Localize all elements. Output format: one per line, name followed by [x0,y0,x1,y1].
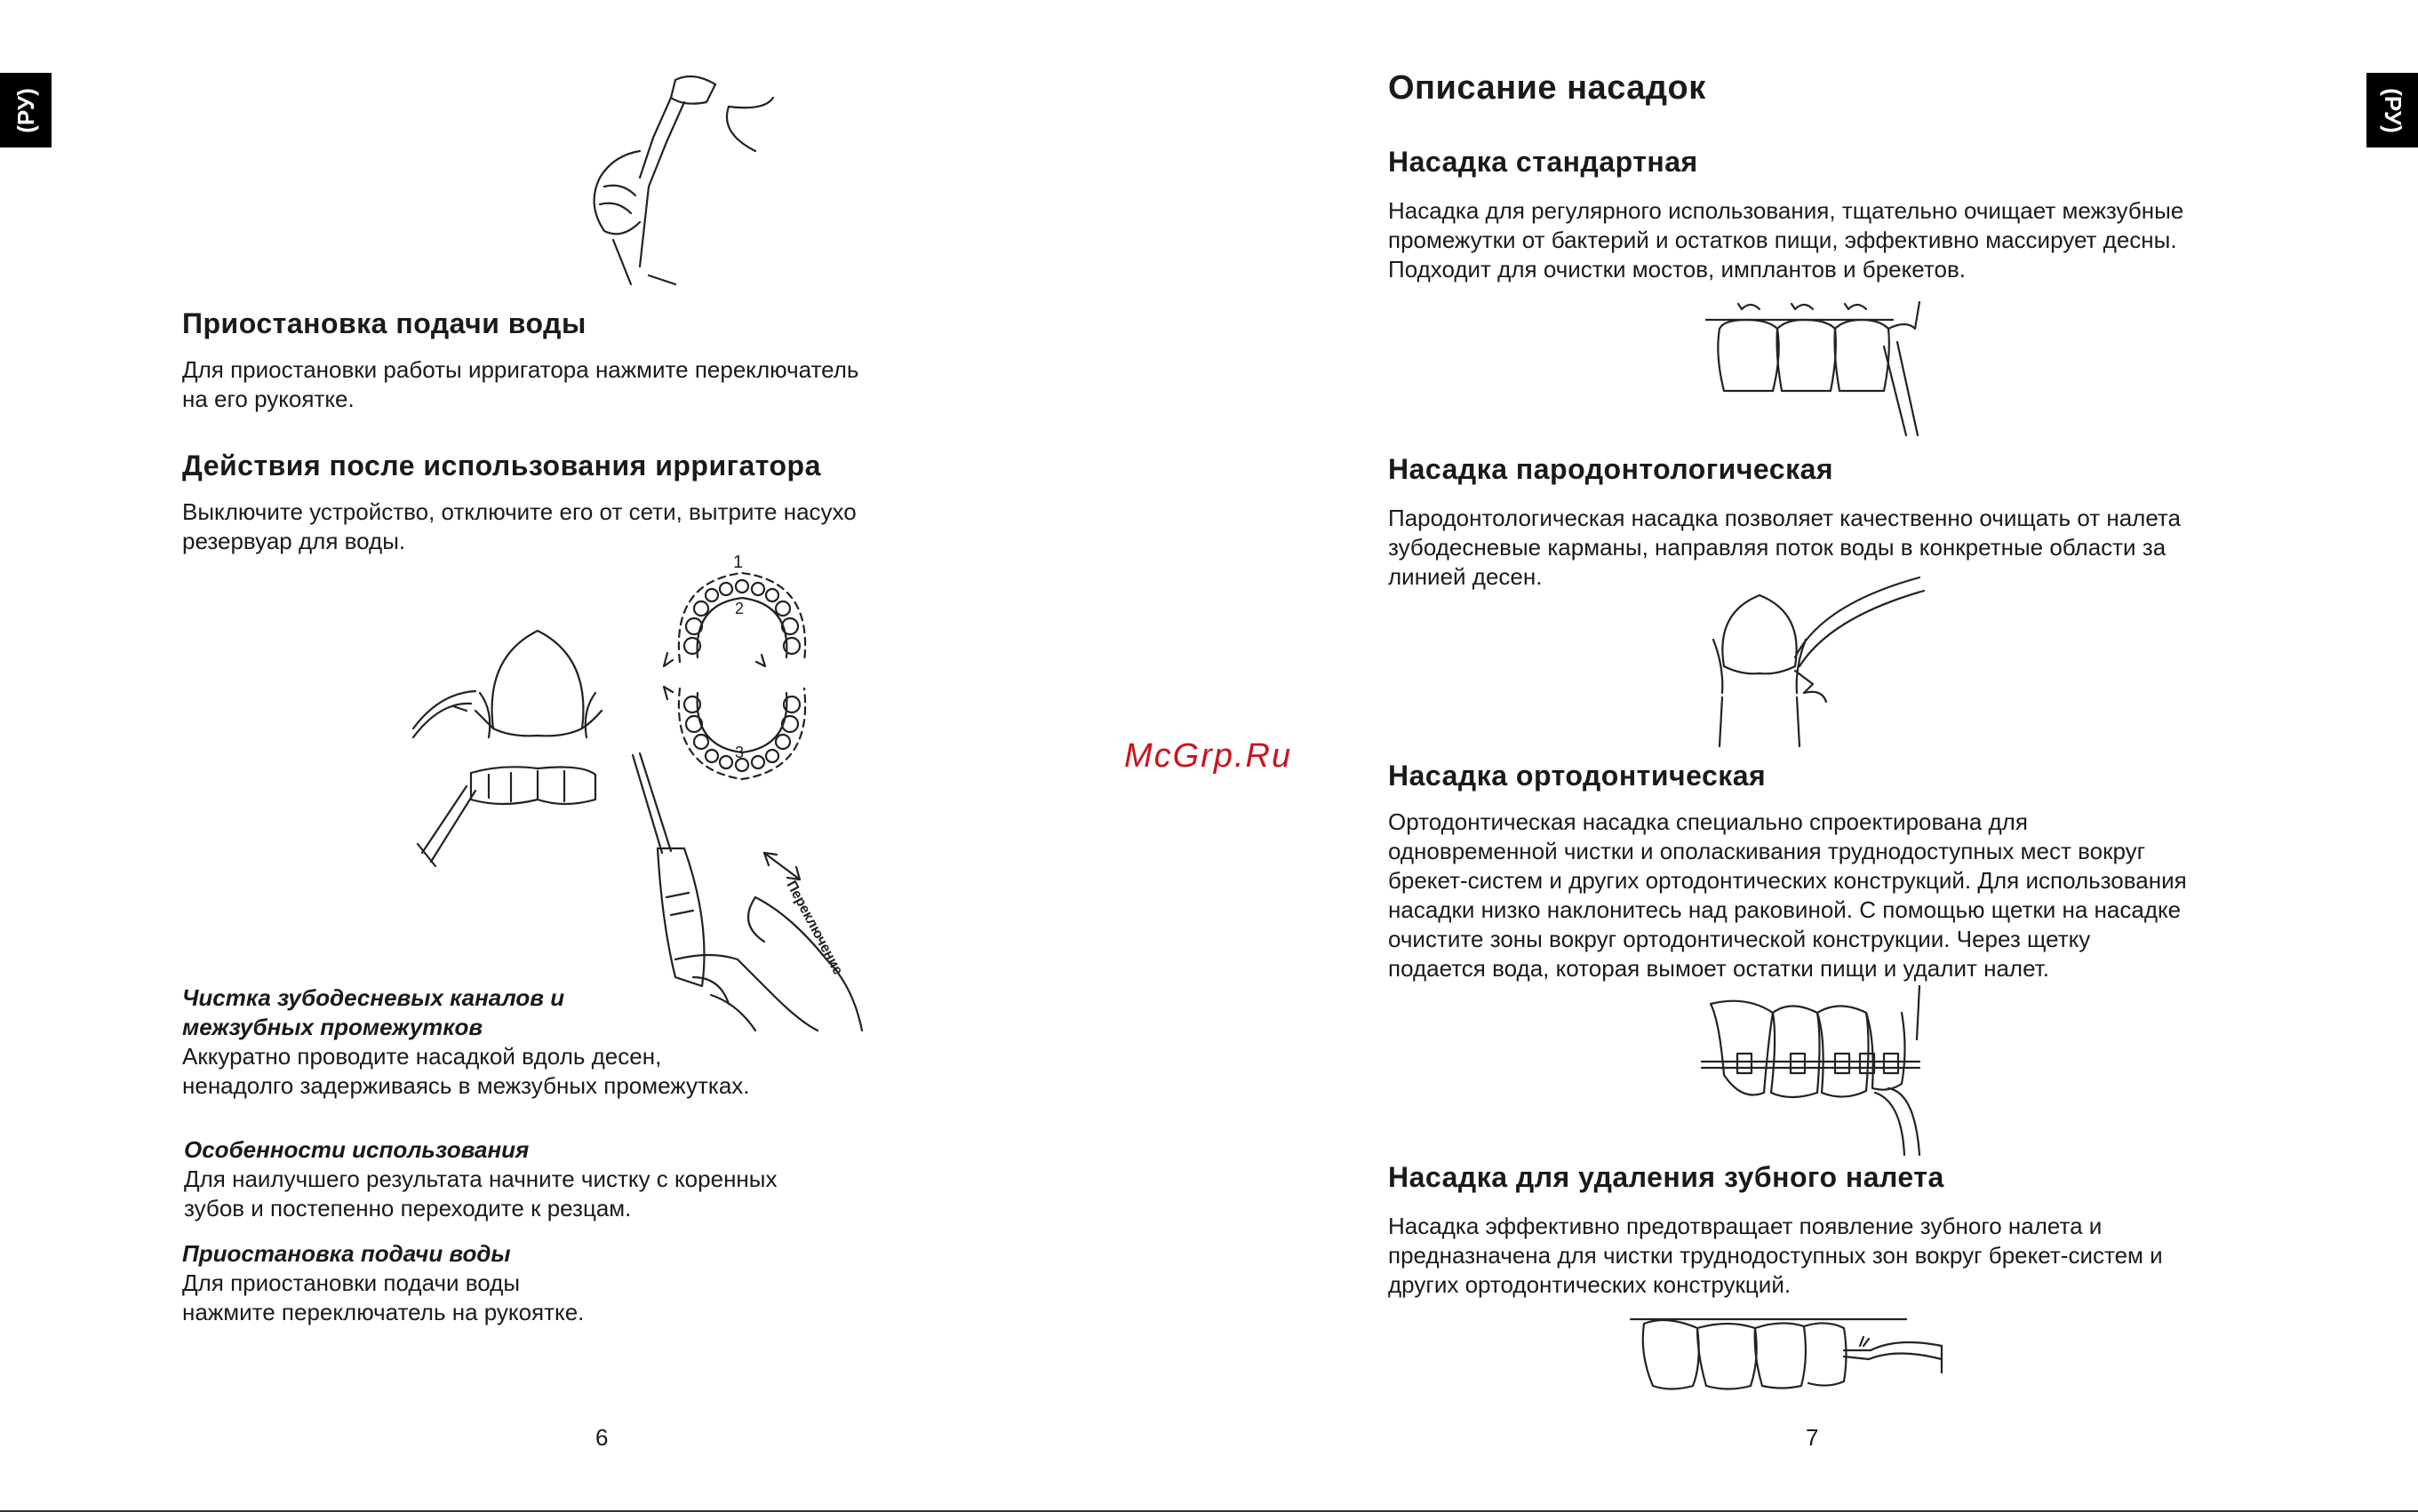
pause2-title: Приостановка подачи воды [182,1240,511,1267]
ortho-text: Ортодонтическая насадка специально спроектирована для одновременной чистки и ополаскивания труднодоступных мест вокруг брекет-систем и других ортодонтических конструкций. Для использования насадки низко наклонитесь над раковиной. С помощью щетки на насадке очистите зоны вокруг ортодонтической конструкции. Через щетку подается вода, которая вымоет остатки пищи и удалит налет. [1388,808,2187,982]
standard-heading: Насадка стандартная [1388,146,1698,178]
language-tab-label: (РУ) [2379,87,2406,133]
plaque-heading: Насадка для удаления зубного налета [1388,1161,1944,1193]
diagram-label-3: 3 [735,744,745,761]
plaque-text: Насадка эффективно предотвращает появление зубного налета и предназначена для чистки труднодоступных зон вокруг брекет-систем и других ортодонтических конструкций. [1388,1213,2163,1298]
pause-heading: Приостановка подачи воды [182,307,587,339]
diagram-label-1: 1 [733,553,744,572]
perio-heading: Насадка пародонтологическая [1388,453,1834,485]
page-number-right: 7 [1806,1424,1819,1451]
after-use-text: Выключите устройство, отключите его от сети, вытрите насухо резервуар для воды. [182,498,857,554]
perio-nozzle-illustration [1706,569,1928,746]
features-title: Особенности использования [184,1136,530,1163]
plaque-nozzle-illustration [1631,1310,1951,1408]
front-tooth-illustration [404,622,609,871]
features-text: Для наилучшего результата начните чистку с коренных зубов и постепенно переходите к резцам. [184,1166,778,1222]
pause2-text: Для приостановки подачи воды нажмите переключатель на рукоятке. [182,1269,585,1325]
page-number-left: 6 [595,1424,609,1451]
standard-text: Насадка для регулярного использования, тщательно очищает межзубные промежутки от бактерий и остатков пищи, эффективно массирует десны. Подходит для очистки мостов, имплантов и брекетов. [1388,197,2184,283]
ortho-heading: Насадка ортодонтическая [1388,760,1767,792]
irrigator-in-mouth-illustration [551,71,782,293]
after-use-heading: Действия после использования ирригатора [182,450,821,481]
language-tab-label: (РУ) [12,87,39,133]
language-tab-right [2366,73,2418,147]
watermark: McGrp.Ru [1124,737,1293,775]
channels-title: Чистка зубодесневых каналов и межзубных промежутков [182,984,565,1040]
irrigator-in-hand-illustration [622,746,880,1039]
perio-text: Пародонтологическая насадка позволяет качественно очищать от налета зубодесневые карманы, направляя поток воды в конкретные области за линией десен. [1388,505,2181,590]
pause-text: Для приостановки работы ирригатора нажмите переключатель на его рукоятке. [182,356,859,412]
main-heading: Описание насадок [1388,69,1706,107]
channels-text: Аккуратно проводите насадкой вдоль десен, ненадолго задерживаясь в межзубных промежутках. [182,1043,750,1099]
diagram-label-2: 2 [735,600,745,617]
switch-label: Переключение [783,878,846,978]
language-tab-left [0,73,52,147]
standard-nozzle-illustration [1706,293,1937,444]
ortho-nozzle-illustration [1702,986,1933,1164]
